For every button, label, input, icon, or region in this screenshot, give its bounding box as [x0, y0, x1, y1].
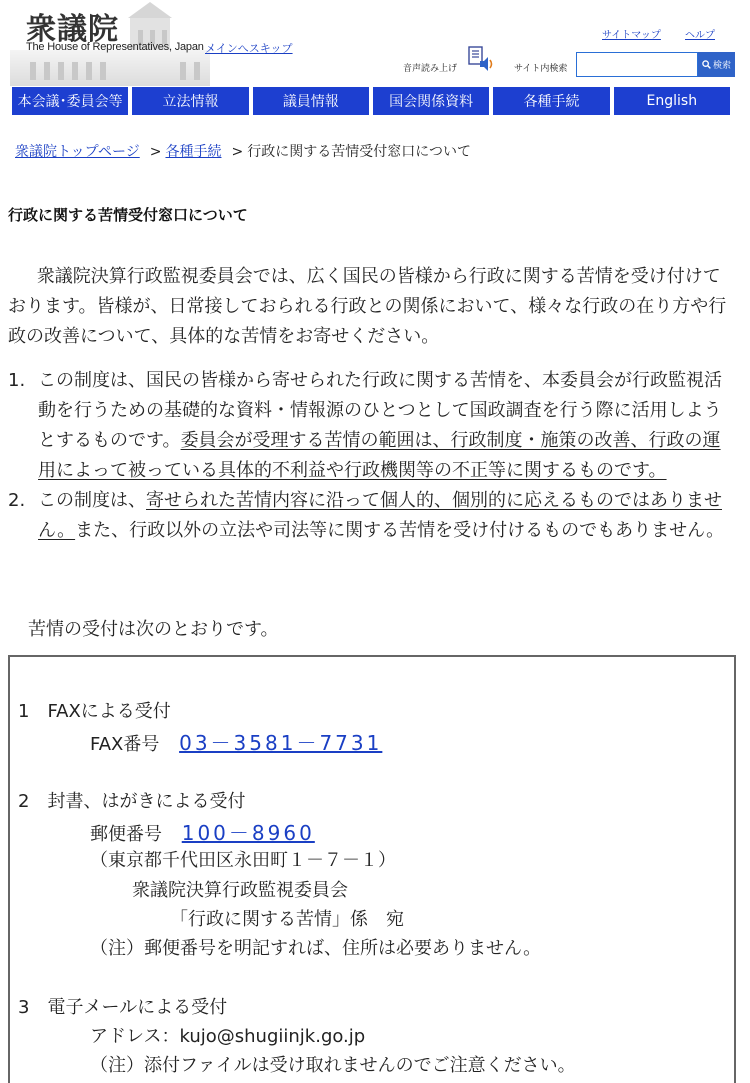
breadcrumb-home-link[interactable]: 衆議院トップページ: [15, 144, 140, 160]
breadcrumb-current: 行政に関する苦情受付窓口について: [247, 144, 471, 160]
skip-to-main-link[interactable]: メインへスキップ: [205, 42, 293, 55]
page-title: 行政に関する苦情受付窓口について: [8, 206, 248, 224]
list-item-text: この制度は、: [38, 490, 146, 511]
contact-methods-box: [8, 655, 736, 1083]
search-icon: [702, 60, 711, 69]
site-search-input[interactable]: [576, 52, 698, 77]
text-to-speech-button[interactable]: [403, 46, 493, 74]
list-item: [8, 486, 736, 546]
site-logo-title[interactable]: 衆議院: [26, 12, 119, 47]
site-header: [0, 0, 750, 86]
email-note: （注）添付ファイルは受け取れませんのでご注意ください。: [90, 1055, 576, 1076]
site-logo-subtitle: The House of Representatives, Japan: [26, 41, 204, 53]
postal-address: （東京都千代田区永田町１－７－１）: [90, 850, 396, 871]
receive-intro: 苦情の受付は次のとおりです。: [28, 619, 279, 640]
email-row: [90, 1022, 365, 1048]
help-link[interactable]: ヘルプ: [685, 30, 715, 41]
fax-heading: 1 FAXによる受付: [18, 701, 171, 722]
nav-item-legislation[interactable]: 立法情報: [132, 87, 248, 115]
email-heading: 3 電子メールによる受付: [18, 997, 228, 1018]
list-item-text-after: また、行政以外の立法や司法等に関する苦情を受け付けるものでもありません。: [75, 520, 725, 541]
site-search-button[interactable]: [698, 52, 735, 77]
global-nav: [12, 87, 730, 115]
intro-paragraph: 衆議院決算行政監視委員会では、広く国民の皆様から行政に関する苦情を受け付けております。皆様が、日常接しておられる行政との関係において、様々な行政の在り方や行政の改善について、具体的な苦情をお寄せください。: [8, 266, 727, 347]
mail-heading: 2 封書、はがきによる受付: [18, 791, 246, 812]
list-item: [8, 366, 736, 486]
email-address: kujo@shugiinjk.go.jp: [179, 1026, 366, 1047]
list-item-text: この制度は、国民の皆様から寄せられた行政に関する苦情を、本委員会が行政監視活動を行うための基礎的な資料・情報源のひとつとして国政調査を行う際に活用しようとするものです。: [38, 370, 722, 451]
breadcrumb-separator: >: [149, 144, 162, 160]
committee-name: 衆議院決算行政監視委員会: [132, 880, 348, 901]
nav-item-procedures[interactable]: 各種手続: [493, 87, 609, 115]
breadcrumb: [15, 141, 471, 161]
list-item-number: 1.: [8, 370, 26, 391]
postal-row: [90, 817, 315, 846]
mail-note: （注）郵便番号を明記すれば、住所は必要ありません。: [90, 938, 542, 959]
fax-number-link[interactable]: 03－3581－7731: [179, 731, 383, 755]
email-label: アドレス：: [90, 1026, 180, 1047]
fax-row: [90, 727, 382, 756]
list-item-underlined-text: 委員会が受理する苦情の範囲は、行政制度・施策の改善、行政の運用によって被っている具体的不利益や行政機関等の不正等に関するものです。: [38, 430, 721, 481]
sitemap-link[interactable]: サイトマップ: [602, 30, 661, 41]
list-item-number: 2.: [8, 490, 26, 511]
breadcrumb-separator: >: [231, 144, 244, 160]
nav-item-english[interactable]: English: [614, 87, 730, 115]
addressee: 「行政に関する苦情」係 宛: [170, 909, 404, 930]
fax-label: FAX番号: [90, 734, 160, 755]
nav-item-diet-materials[interactable]: 国会関係資料: [373, 87, 489, 115]
search-button-label: 検索: [712, 60, 731, 70]
list-item-underlined-text: 寄せられた苦情内容に沿って個人的、個別的に応えるものではありません。: [38, 490, 722, 541]
nav-item-plenary-committees[interactable]: 本会議･委員会等: [12, 87, 128, 115]
tts-label: 音声読み上げ: [403, 64, 458, 74]
postal-code-link[interactable]: 100－8960: [181, 821, 315, 845]
breadcrumb-procedures-link[interactable]: 各種手続: [165, 144, 222, 160]
speaker-document-icon: [467, 46, 493, 72]
site-search-label: サイト内検索: [514, 64, 568, 74]
policy-list: [8, 366, 736, 546]
postal-label: 郵便番号: [90, 824, 162, 845]
nav-item-members[interactable]: 議員情報: [253, 87, 369, 115]
